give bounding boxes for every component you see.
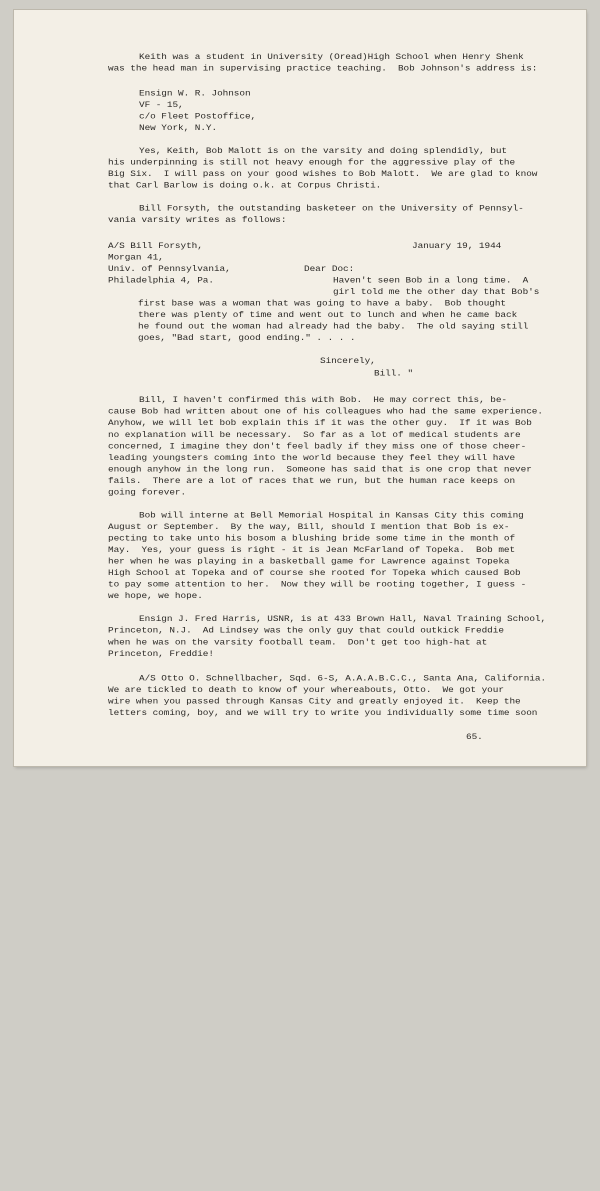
sender-line: Morgan 41, — [108, 252, 164, 263]
address-line: c/o Fleet Postoffice, — [139, 111, 257, 122]
text-line: letters coming, boy, and we will try to write you individually some time soon — [108, 708, 538, 718]
text-line: to pay some attention to her. Now they will be rooting together, I guess - — [108, 579, 527, 590]
text-line: High School at Topeka and of course she rooted for Topeka which caused Bob — [108, 567, 521, 578]
letter-salutation: Dear Doc: — [304, 263, 355, 274]
text-line: concerned, I imagine they don't feel badly if they miss one of those cheer- — [108, 441, 527, 451]
text-line: Bill, I haven't confirmed this with Bob. He may correct this, be- — [139, 395, 508, 405]
sender-line: Philadelphia 4, Pa. — [108, 275, 214, 286]
letter-signature: Bill. " — [374, 368, 414, 379]
text-line: was the head man in supervising practice teaching. Bob Johnson's address is: — [108, 63, 538, 74]
text-line: Bob will interne at Bell Memorial Hospital in Kansas City this coming — [139, 510, 524, 521]
text-line: Ensign J. Fred Harris, USNR, is at 433 Brown Hall, Naval Training School, — [139, 614, 547, 624]
letter-body-line: there was plenty of time and went out to lunch and when he came back — [138, 309, 518, 320]
paragraph-1 — [0, 46, 572, 92]
letter-closing: Sincerely, — [320, 356, 376, 366]
text-line: pecting to take unto his bosom a blushing bride some time in the month of — [108, 533, 516, 544]
page-number: 65. — [466, 732, 483, 742]
letter-body-line: first base was a woman that was going to have a baby. Bob thought — [138, 298, 507, 309]
address-line: Ensign W. R. Johnson — [139, 88, 251, 99]
text-line: Keith was a student in University (Oread)High School when Henry Shenk — [139, 51, 524, 62]
text-line: August or September. By the way, Bill, should I mention that Bob is ex- — [108, 521, 510, 532]
paper-sheet — [14, 10, 586, 766]
text-line: Princeton, Freddie! — [108, 648, 214, 659]
text-line: enough anyhow in the long run. Someone has said that is one crop that never — [108, 464, 532, 474]
text-line: Bill Forsyth, the outstanding basketeer on the University of Pennsyl- — [139, 203, 524, 214]
letter-body-line: girl told me the other day that Bob's — [333, 286, 540, 297]
text-line: vania varsity writes as follows: — [108, 215, 287, 225]
text-line: wire when you passed through Kansas City and greatly enjoyed it. Keep the — [108, 696, 521, 707]
text-line: going forever. — [108, 487, 187, 498]
text-line: when he was on the varsity football team. Don't get too high-hat at — [108, 637, 488, 647]
address-line: VF - 15, — [139, 99, 184, 110]
text-line: cause Bob had written about one of his colleagues who had the same experience. — [108, 406, 543, 417]
text-line: leading youngsters coming into the world because they feel they will have — [108, 452, 516, 463]
text-line: we hope, we hope. — [108, 591, 203, 601]
sender-line: A/S Bill Forsyth, — [108, 240, 203, 251]
text-line: Big Six. I will pass on your good wishes to Bob Malott. We are glad to know — [108, 168, 538, 179]
letter-body-line: goes, "Bad start, good ending." . . . . — [138, 333, 356, 343]
typed-page — [0, 12, 572, 742]
sender-line: Univ. of Pennsylvania, — [108, 263, 231, 274]
text-line: Yes, Keith, Bob Malott is on the varsity and doing splendidly, but — [139, 145, 508, 156]
letter-date: January 19, 1944 — [412, 240, 502, 251]
letter-body-line: Haven't seen Bob in a long time. A — [333, 275, 529, 286]
text-line: her when he was playing in a basketball game for Lawrence against Topeka — [108, 556, 510, 567]
text-line: Anyhow, we will let bob explain this if it was the other guy. If it was Bob — [108, 418, 532, 428]
address-line: New York, N.Y. — [139, 122, 218, 133]
text-line: that Carl Barlow is doing o.k. at Corpus Christi. — [108, 180, 382, 191]
text-line: no explanation will be necessary. So far as a lot of medical students are — [108, 429, 521, 440]
text-line: We are tickled to death to know of your whereabouts, Otto. We got your — [108, 685, 504, 695]
text-line: A/S Otto O. Schnellbacher, Sqd. 6-S, A.A.A.B.C.C., Santa Ana, California. — [139, 673, 547, 684]
text-line: fails. There are a lot of races that we run, but the human race keeps on — [108, 475, 516, 486]
text-line: his underpinning is still not heavy enough for the aggressive play of the — [108, 157, 516, 168]
letter-body-line: he found out the woman had already had the baby. The old saying still — [138, 321, 529, 332]
text-line: Princeton, N.J. Ad Lindsey was the only guy that could outkick Freddie — [108, 625, 504, 636]
text-line: May. Yes, your guess is right - it is Jean McFarland of Topeka. Bob met — [108, 544, 516, 555]
